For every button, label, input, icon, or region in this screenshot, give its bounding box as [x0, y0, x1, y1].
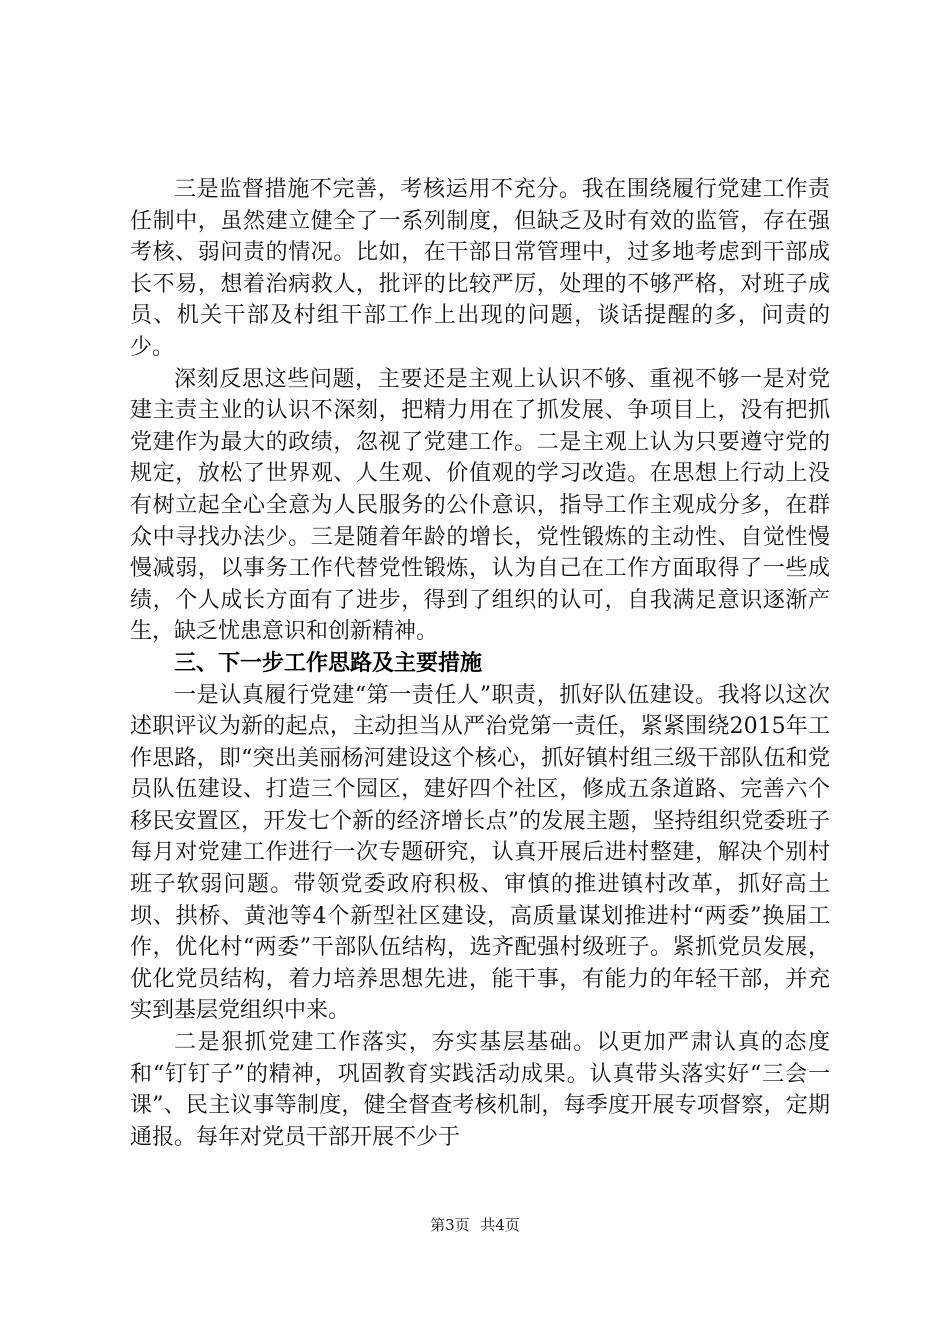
paragraph-second-measure: 二是狠抓党建工作落实，夯实基层基础。以更加严肃认真的态度和“钉钉子”的精神，巩固教育实践活动成果。认真带头落实好“三会一课”、民主议事等制度，健全督查考核机制，每季度开展专项督察，定期通报。每年对党员干部开展不少于: [130, 1030, 830, 1150]
page-total: 共4页: [480, 1216, 520, 1234]
paragraph-first-measure: 一是认真履行党建“第一责任人”职责，抓好队伍建设。我将以这次述职评议为新的起点，主动担当从严治党第一责任，紧紧围绕2015年工作思路，即“突出美丽杨河建设这个核心，抓好镇村组三级干部队伍和党员队伍建设、打造三个园区，建好四个社区，修成五条道路、完善六个移民安置区，开发七个新的经济增长点”的发展主题，坚持组织党委班子每月对党建工作进行一次专题研究，认真开展后进村整建，解决个别村班子软弱问题。带领党委政府积极、审慎的推进镇村改革，抓好高土坝、拱桥、黄池等4个新型社区建设，高质量谋划推进村“两委”换届工作，优化村“两委”干部队伍结构，选齐配强村级班子。紧抓党员发展，优化党员结构，着力培养思想先进，能干事，有能力的年轻干部，并充实到基层党组织中来。: [130, 682, 830, 1024]
document-body: [130, 174, 830, 1153]
section-heading-next-steps: 三、下一步工作思路及主要措施: [174, 650, 483, 676]
paragraph-reflection: 深刻反思这些问题，主要还是主观上认识不够、重视不够一是对党建主责主业的认识不深刻，把精力用在了抓发展、争项目上，没有把抓党建作为最大的政绩，忽视了党建工作。二是主观上认为只要遵守党的规定，放松了世界观、人生观、价值观的学习改造。在思想上行动上没有树立起全心全意为人民服务的公仆意识，指导工作主观成分多，在群众中寻找办法少。三是随着年龄的增长，党性锻炼的主动性、自觉性慢慢减弱，以事务工作代替党性锻炼，认为自己在工作方面取得了一些成绩，个人成长方面有了进步，得到了组织的认可，自我满足意识逐渐产生，缺乏忧患意识和创新精神。: [130, 366, 830, 645]
page-number: 第3页: [430, 1216, 470, 1234]
page-footer: [0, 1214, 950, 1235]
paragraph-supervision-issues: 三是监督措施不完善，考核运用不充分。我在围绕履行党建工作责任制中，虽然建立健全了一系列制度，但缺乏及时有效的监管，存在强考核、弱问责的情况。比如，在干部日常管理中，过多地考虑到干部成长不易，想着治病救人，批评的比较严厉，处理的不够严格，对班子成员、机关干部及村组干部工作上出现的问题，谈话提醒的多，问责的少。: [130, 177, 830, 360]
